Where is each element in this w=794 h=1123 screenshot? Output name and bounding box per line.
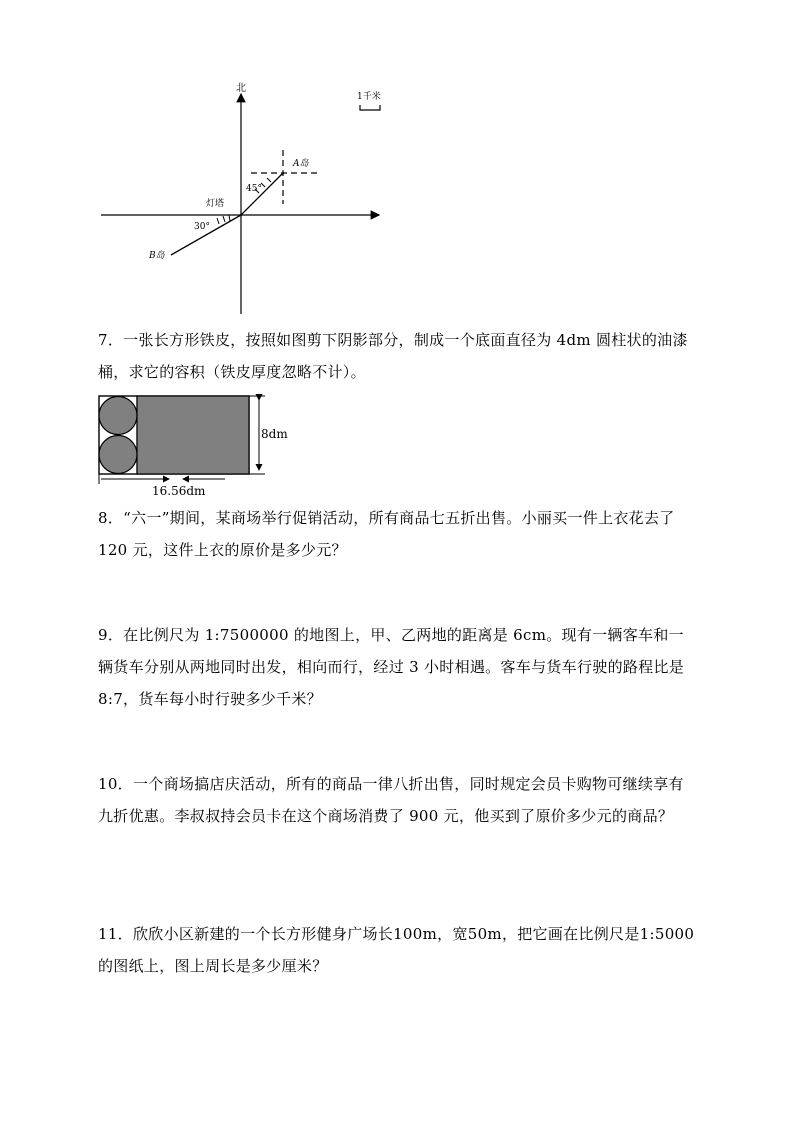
width-label: 16.56dm <box>152 484 206 498</box>
angle-b-label: 30° <box>194 222 210 232</box>
shaded-circle-bottom <box>99 436 137 474</box>
ray-to-b <box>171 215 241 255</box>
north-label: 北 <box>236 83 246 94</box>
island-b-label: B岛 <box>149 251 165 261</box>
sheet-metal-figure <box>95 392 295 498</box>
scale-label: 1千米 <box>357 92 381 102</box>
question-10-text: 10．一个商场搞店庆活动，所有的商品一律八折出售，同时规定会员卡购物可继续享有九折优惠。李叔叔持会员卡在这个商场消费了 900 元，他买到了原价多少元的商品？ <box>98 775 684 825</box>
shaded-circle-top <box>99 397 137 435</box>
question-11-text: 11．欣欣小区新建的一个长方形健身广场长100m，宽50m，把它画在比例尺是1:5000 的图纸上，图上周长是多少厘米？ <box>98 925 695 975</box>
question-9-text: 9．在比例尺为 1:7500000 的地图上，甲、乙两地的距离是 6cm。现有一辆客车和一辆货车分别从两地同时出发，相向而行，经过 3 小时相遇。客车与货车行驶的路程比是 8:7，货车每小时行驶多少千米？ <box>98 626 685 708</box>
island-a-label: A岛 <box>293 159 309 169</box>
angle-a-label: 45° <box>246 184 262 194</box>
height-label: 8dm <box>261 427 288 441</box>
scale-bar <box>360 105 380 110</box>
shaded-body <box>137 396 249 474</box>
lighthouse-label: 灯塔 <box>206 199 225 209</box>
ray-to-a <box>241 173 283 215</box>
direction-map-figure <box>95 78 395 320</box>
question-7-text: 7．一张长方形铁皮，按照如图剪下阴影部分，制成一个底面直径为 4dm 圆柱状的油漆桶，求它的容积（铁皮厚度忽略不计）。 <box>98 331 688 381</box>
question-8-text: 8．“六一”期间，某商场举行促销活动，所有商品七五折出售。小丽买一件上衣花去了 120 元，这件上衣的原价是多少元？ <box>98 509 675 559</box>
